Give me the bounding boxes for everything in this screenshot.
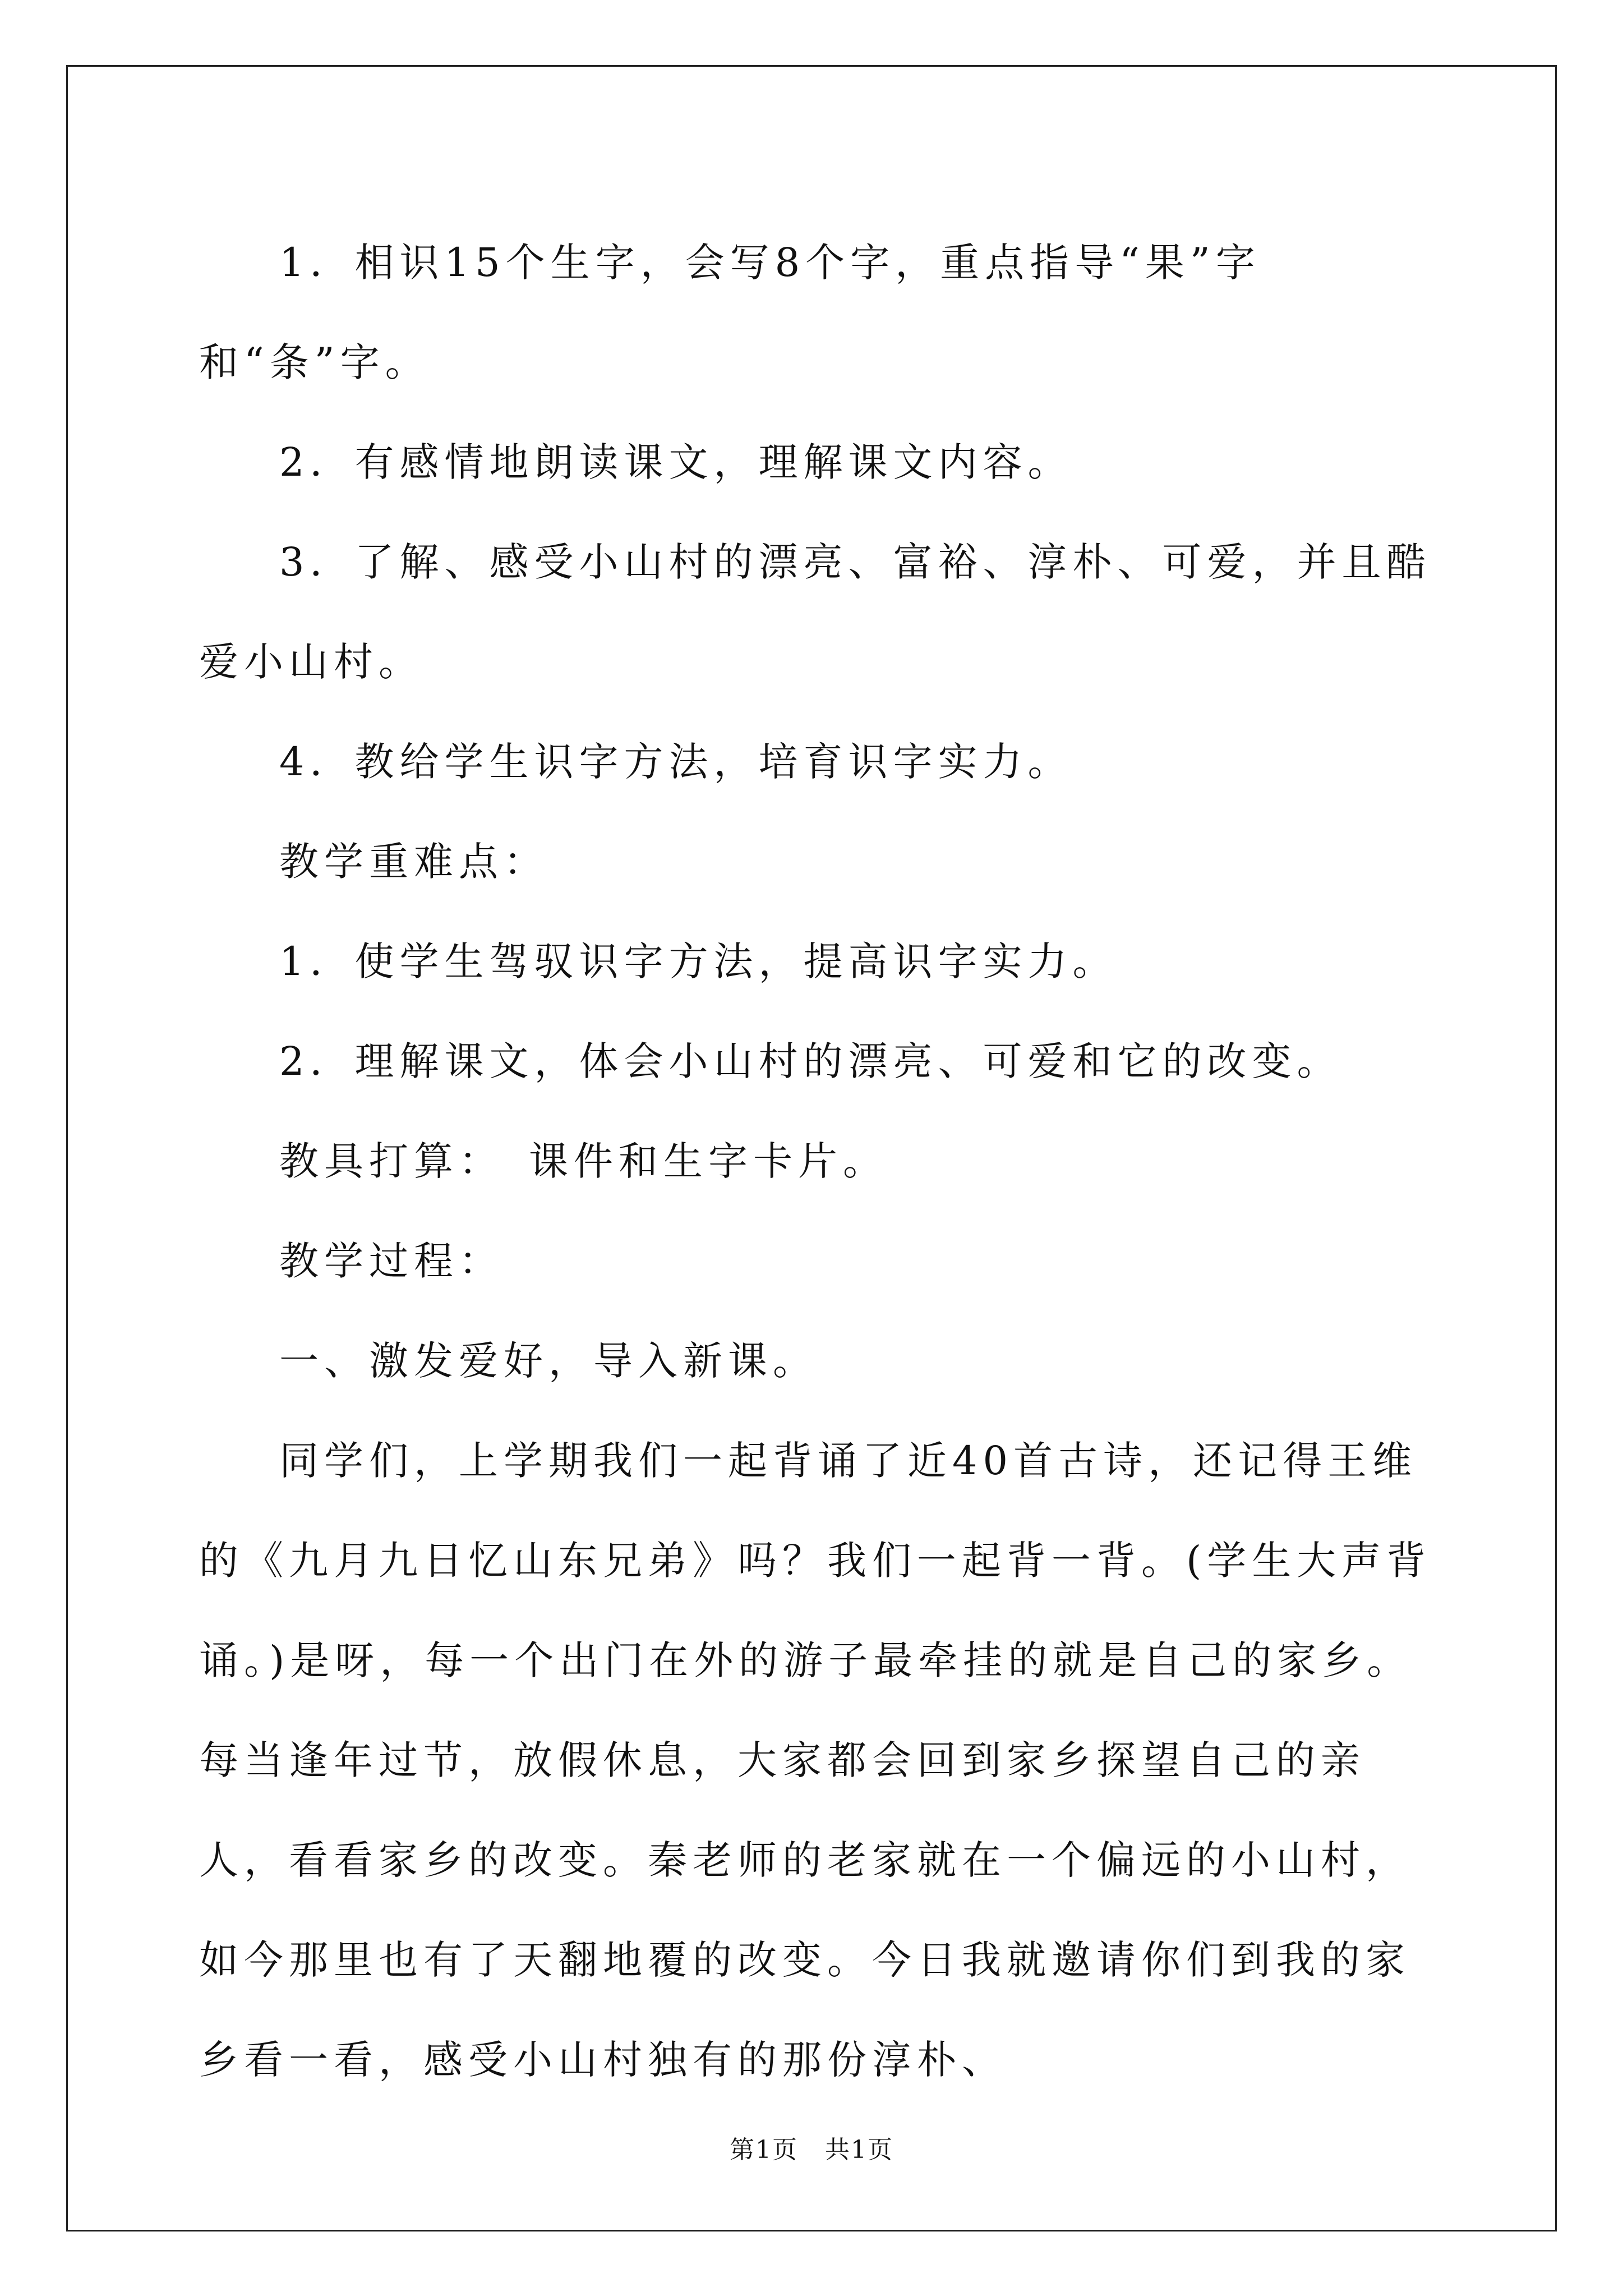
heading-teaching-process: 教学过程： [279,1238,504,1284]
paragraph-objective-2: 2．有感情地朗读课文，理解课文内容。 [279,439,1073,485]
paragraph-objective-3: 3．了解、感受小山村的漂亮、富裕、淳朴、可爱，并且酷爱小山村。 [199,539,1432,685]
paragraph-key-point-2: 2．理解课文，体会小山村的漂亮、可爱和它的改变。 [279,1038,1342,1084]
page-footer [0,2134,1623,2166]
paragraph-teaching-aids: 教具打算： 课件和生字卡片。 [279,1138,888,1184]
document-body [199,213,1439,2110]
paragraph-introduction: 同学们，上学期我们一起背诵了近40首古诗，还记得王维的《九月九日忆山东兄弟》吗？我们一起背一背。(学生大声背诵。)是呀，每一个出门在外的游子最牵挂的就是自己的家乡。每当逢年过节，放假休息，大家都会回到家乡探望自己的亲人，看看家乡的改变。秦老师的老家就在一个偏远的小山村，如今那里也有了天翻地覆的改变。今日我就邀请你们到我的家乡看一看，感受小山村独有的那份淳朴、 [199,1438,1432,2083]
page-total: 共1页 [824,2136,893,2164]
heading-section-one: 一、激发爱好，导入新课。 [279,1338,818,1384]
page-number: 第1页 [730,2136,799,2164]
paragraph-objective-4: 4．教给学生识字方法，培育识字实力。 [279,739,1073,785]
paragraph-key-point-1: 1．使学生驾驭识字方法，提高识字实力。 [279,938,1118,984]
paragraph-objective-1: 1．相识15个生字，会写8个字，重点指导“果”字和“条”字。 [199,240,1261,385]
heading-key-points: 教学重难点： [279,839,548,885]
